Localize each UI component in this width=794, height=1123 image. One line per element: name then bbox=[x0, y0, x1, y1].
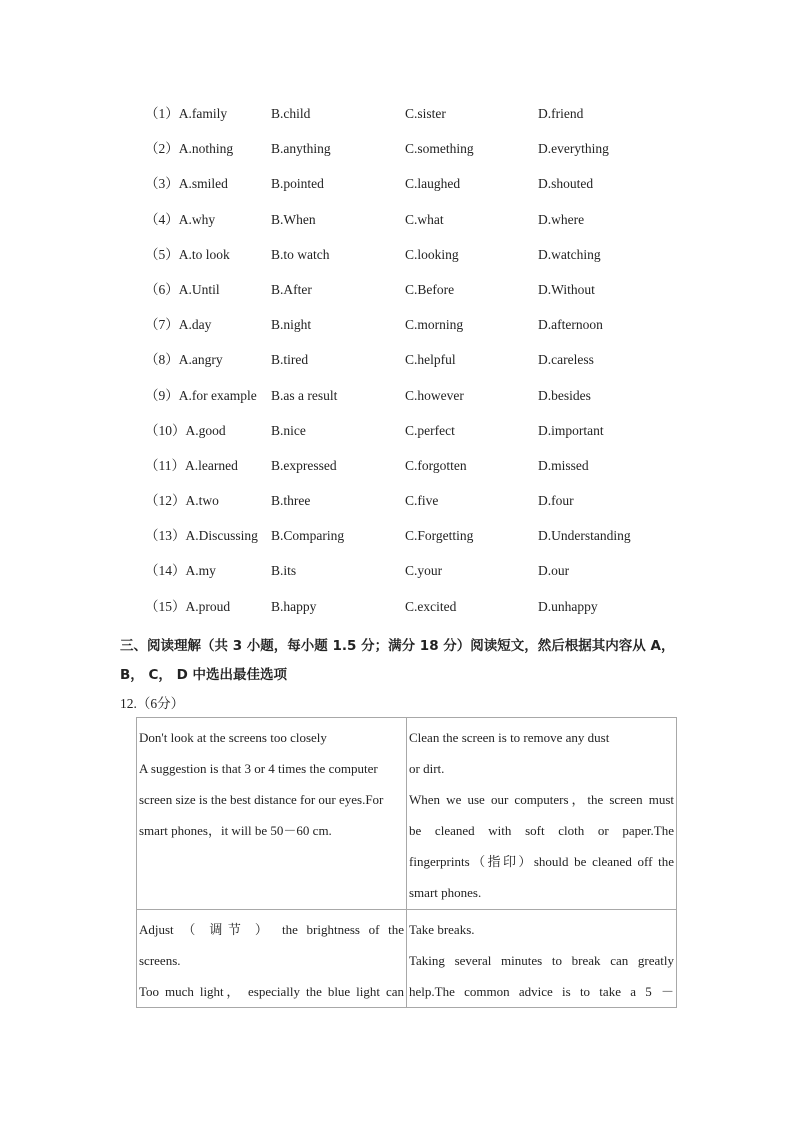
cell-text-line: A suggestion is that 3 or 4 times the computer bbox=[139, 761, 378, 776]
option-row bbox=[145, 103, 705, 138]
option-row bbox=[145, 138, 705, 173]
question-number: 12.（6分） bbox=[120, 696, 185, 711]
option-a: （12）A.two bbox=[145, 493, 219, 509]
option-row bbox=[145, 455, 705, 490]
option-d: D.Understanding bbox=[538, 528, 631, 544]
cell-text-line: When we use our computers，the screen must bbox=[409, 792, 674, 807]
cell-text-line: Too much light， especially the blue light can bbox=[139, 984, 404, 999]
option-d: D.besides bbox=[538, 387, 591, 403]
option-d: D.shouted bbox=[538, 176, 594, 192]
option-c: C.excited bbox=[405, 598, 457, 614]
section-heading-line: 三、阅读理解（共 3 小题，每小题 1.5 分；满分 18 分）阅读短文，然后根据其内容从 A， bbox=[120, 638, 675, 654]
option-a: （15）A.proud bbox=[145, 598, 231, 614]
option-a: （14）A.my bbox=[145, 563, 216, 579]
option-d: D.watching bbox=[538, 246, 601, 262]
cell-text-line: Clean the screen is to remove any dust bbox=[409, 730, 610, 745]
cell-text-line: Don't look at the screens too closely bbox=[139, 730, 327, 745]
cell-text-line: or dirt. bbox=[409, 761, 445, 776]
option-d: D.unhappy bbox=[538, 598, 598, 614]
option-row bbox=[145, 560, 705, 595]
table-row bbox=[137, 718, 677, 910]
option-a: （5）A.to look bbox=[145, 246, 230, 262]
option-d: D.missed bbox=[538, 457, 589, 473]
option-c: C.your bbox=[405, 563, 443, 579]
option-c: C.something bbox=[405, 141, 474, 157]
option-b: B.three bbox=[271, 493, 311, 509]
option-b: B.nice bbox=[271, 422, 306, 438]
cell-text-line: smart phones，it will be 50－60 cm. bbox=[139, 823, 332, 838]
option-d: D.where bbox=[538, 211, 585, 227]
section-heading-line: B， C， D 中选出最佳选项 bbox=[120, 667, 288, 683]
table-row bbox=[137, 910, 677, 1008]
option-b: B.After bbox=[271, 281, 312, 297]
option-b: B.tired bbox=[271, 352, 309, 368]
option-a: （8）A.angry bbox=[145, 352, 223, 368]
table-cell bbox=[407, 910, 677, 1008]
option-b: B.pointed bbox=[271, 176, 324, 192]
option-b: B.night bbox=[271, 317, 312, 333]
option-d: D.everything bbox=[538, 141, 609, 157]
option-c: C.what bbox=[405, 211, 444, 227]
option-row bbox=[145, 420, 705, 455]
option-a: （13）A.Discussing bbox=[145, 528, 258, 544]
option-b: B.child bbox=[271, 106, 311, 121]
option-d: D.afternoon bbox=[538, 317, 603, 333]
option-b: B.expressed bbox=[271, 457, 337, 473]
option-c: C.however bbox=[405, 387, 464, 403]
option-c: C.Before bbox=[405, 281, 455, 297]
cell-text-line: help.The common advice is to take a 5 － bbox=[409, 984, 674, 999]
option-b: B.happy bbox=[271, 598, 317, 614]
option-row bbox=[145, 525, 705, 560]
option-d: D.important bbox=[538, 422, 604, 438]
table-cell bbox=[407, 718, 677, 910]
option-a: （6）A.Until bbox=[145, 281, 220, 297]
option-b: B.to watch bbox=[271, 246, 330, 262]
option-a: （9）A.for example bbox=[145, 387, 257, 403]
option-c: C.helpful bbox=[405, 352, 456, 368]
section-heading bbox=[120, 632, 680, 690]
option-d: D.Without bbox=[538, 281, 595, 297]
cell-text-line: screens. bbox=[139, 953, 181, 968]
cell-text-line: Adjust （ 调节 ） the brightness of the bbox=[139, 922, 404, 937]
option-c: C.laughed bbox=[405, 176, 461, 192]
reading-table bbox=[136, 717, 677, 1008]
cell-text-line: Take breaks. bbox=[409, 922, 475, 937]
option-c: C.looking bbox=[405, 246, 459, 262]
option-b: B.its bbox=[271, 563, 297, 579]
option-row bbox=[145, 490, 705, 525]
option-c: C.five bbox=[405, 493, 439, 509]
option-row bbox=[145, 173, 705, 208]
option-d: D.friend bbox=[538, 106, 584, 121]
option-c: C.perfect bbox=[405, 422, 455, 438]
option-a: （11）A.learned bbox=[145, 457, 238, 473]
cell-text-line: Taking several minutes to break can greatly bbox=[409, 953, 674, 968]
option-c: C.forgotten bbox=[405, 457, 467, 473]
option-d: D.four bbox=[538, 493, 574, 509]
option-row bbox=[145, 385, 705, 420]
cloze-options-list bbox=[145, 103, 705, 631]
option-row bbox=[145, 314, 705, 349]
option-b: B.When bbox=[271, 211, 316, 227]
option-row bbox=[145, 349, 705, 384]
option-a: （7）A.day bbox=[145, 317, 212, 333]
option-a: （2）A.nothing bbox=[145, 141, 234, 157]
option-a: （10）A.good bbox=[145, 422, 226, 438]
option-row bbox=[145, 244, 705, 279]
option-a: （3）A.smiled bbox=[145, 176, 228, 192]
cell-text-line: screen size is the best distance for our eyes.For bbox=[139, 792, 384, 807]
option-c: C.Forgetting bbox=[405, 528, 474, 544]
option-b: B.Comparing bbox=[271, 528, 345, 544]
cell-text-line: smart phones. bbox=[409, 885, 482, 900]
option-row bbox=[145, 209, 705, 244]
option-row bbox=[145, 279, 705, 314]
cell-text-line: be cleaned with soft cloth or paper.The bbox=[409, 823, 674, 838]
option-row bbox=[145, 596, 705, 631]
table-cell bbox=[137, 718, 407, 910]
option-b: B.as a result bbox=[271, 387, 338, 403]
option-a: （4）A.why bbox=[145, 211, 216, 227]
table-cell bbox=[137, 910, 407, 1008]
option-c: C.sister bbox=[405, 106, 446, 121]
option-d: D.our bbox=[538, 563, 570, 579]
cell-text-line: fingerprints（指印）should be cleaned off the bbox=[409, 854, 674, 869]
option-b: B.anything bbox=[271, 141, 331, 157]
option-d: D.careless bbox=[538, 352, 594, 368]
option-a: （1）A.family bbox=[145, 106, 228, 121]
option-c: C.morning bbox=[405, 317, 464, 333]
